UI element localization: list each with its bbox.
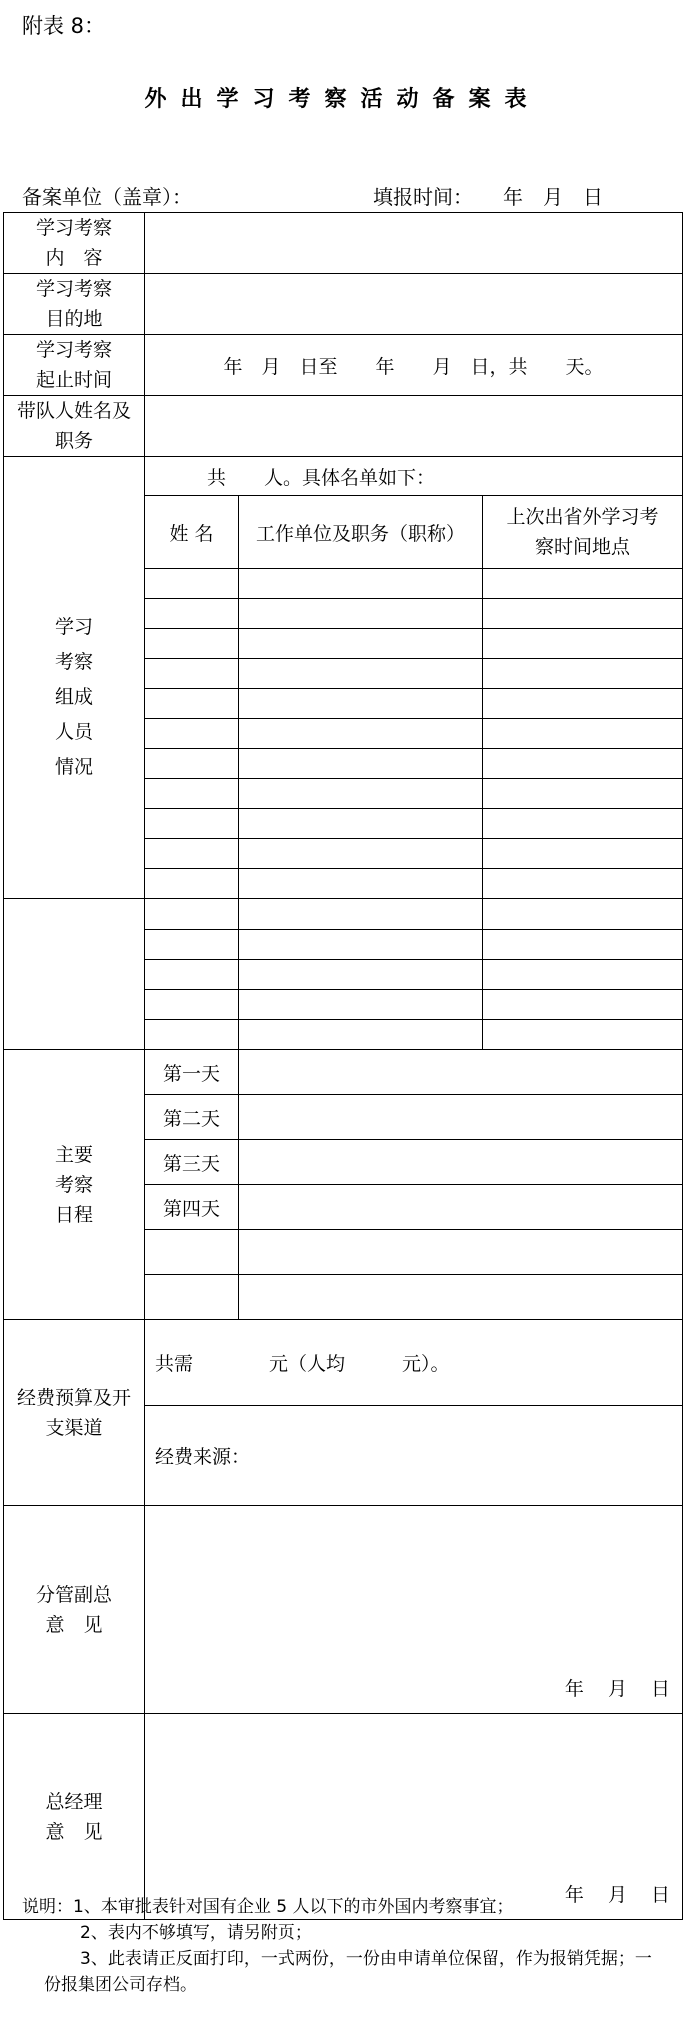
attachment-number: 附表 8： (22, 14, 106, 38)
members-label: 学习 考察 组成 人员 情况 (4, 457, 145, 899)
filing-unit-label: 备案单位（盖章）： (22, 185, 192, 209)
period-label: 学习考察 起止时间 (4, 335, 145, 396)
content-field[interactable] (145, 213, 683, 274)
leader-field[interactable] (145, 396, 683, 457)
members-total-line[interactable]: 共 人。具体名单如下： (145, 457, 683, 496)
day-5-field[interactable] (239, 1230, 683, 1275)
schedule-label: 主要 考察 日程 (4, 1050, 145, 1320)
budget-source-field[interactable]: 经费来源： (145, 1406, 683, 1506)
gm-opinion-date: 年 月 日 (564, 1884, 671, 1906)
form-title: 外出学习考察活动备案表 (144, 87, 541, 112)
col-header-name: 姓 名 (145, 496, 239, 569)
content-label: 学习考察 内 容 (4, 213, 145, 274)
filing-form-table (3, 212, 683, 1920)
day-6-field[interactable] (239, 1275, 683, 1320)
vp-opinion-label: 分管副总 意 见 (4, 1506, 145, 1714)
budget-label: 经费预算及开 支渠道 (4, 1320, 145, 1506)
destination-label: 学习考察 目的地 (4, 274, 145, 335)
day-2-field[interactable] (239, 1095, 683, 1140)
budget-total-field[interactable]: 共需 元（人均 元）。 (145, 1320, 683, 1406)
note-line-2: 2、表内不够填写，请另附页； (80, 1923, 312, 1943)
day-3-field[interactable] (239, 1140, 683, 1185)
day-6-label[interactable] (145, 1275, 239, 1320)
report-date-label: 填报时间： 年 月 日 (373, 185, 603, 209)
day-5-label[interactable] (145, 1230, 239, 1275)
note-line-4: 份报集团公司存档。 (44, 1975, 197, 1995)
gm-opinion-label: 总经理 意 见 (4, 1714, 145, 1920)
note-line-1: 说明：1、本审批表针对国有企业 5 人以下的市外国内考察事宜； (22, 1897, 514, 1917)
destination-field[interactable] (145, 274, 683, 335)
members-continued-label (4, 899, 145, 1050)
day-2-label: 第二天 (145, 1095, 239, 1140)
notes (22, 1894, 677, 1998)
day-4-label: 第四天 (145, 1185, 239, 1230)
gm-opinion-field[interactable] (145, 1714, 683, 1920)
vp-opinion-field[interactable] (145, 1506, 683, 1714)
leader-label: 带队人姓名及 职务 (4, 396, 145, 457)
day-4-field[interactable] (239, 1185, 683, 1230)
period-field[interactable]: 年 月 日至 年 月 日，共 天。 (145, 335, 683, 396)
note-line-3: 3、此表请正反面打印，一式两份，一份由申请单位保留，作为报销凭据；一 (80, 1949, 652, 1969)
day-1-label: 第一天 (145, 1050, 239, 1095)
vp-opinion-date: 年 月 日 (564, 1678, 671, 1700)
col-header-last-trip: 上次出省外学习考 察时间地点 (483, 496, 683, 569)
day-1-field[interactable] (239, 1050, 683, 1095)
col-header-unit: 工作单位及职务（职称） (239, 496, 483, 569)
day-3-label: 第三天 (145, 1140, 239, 1185)
